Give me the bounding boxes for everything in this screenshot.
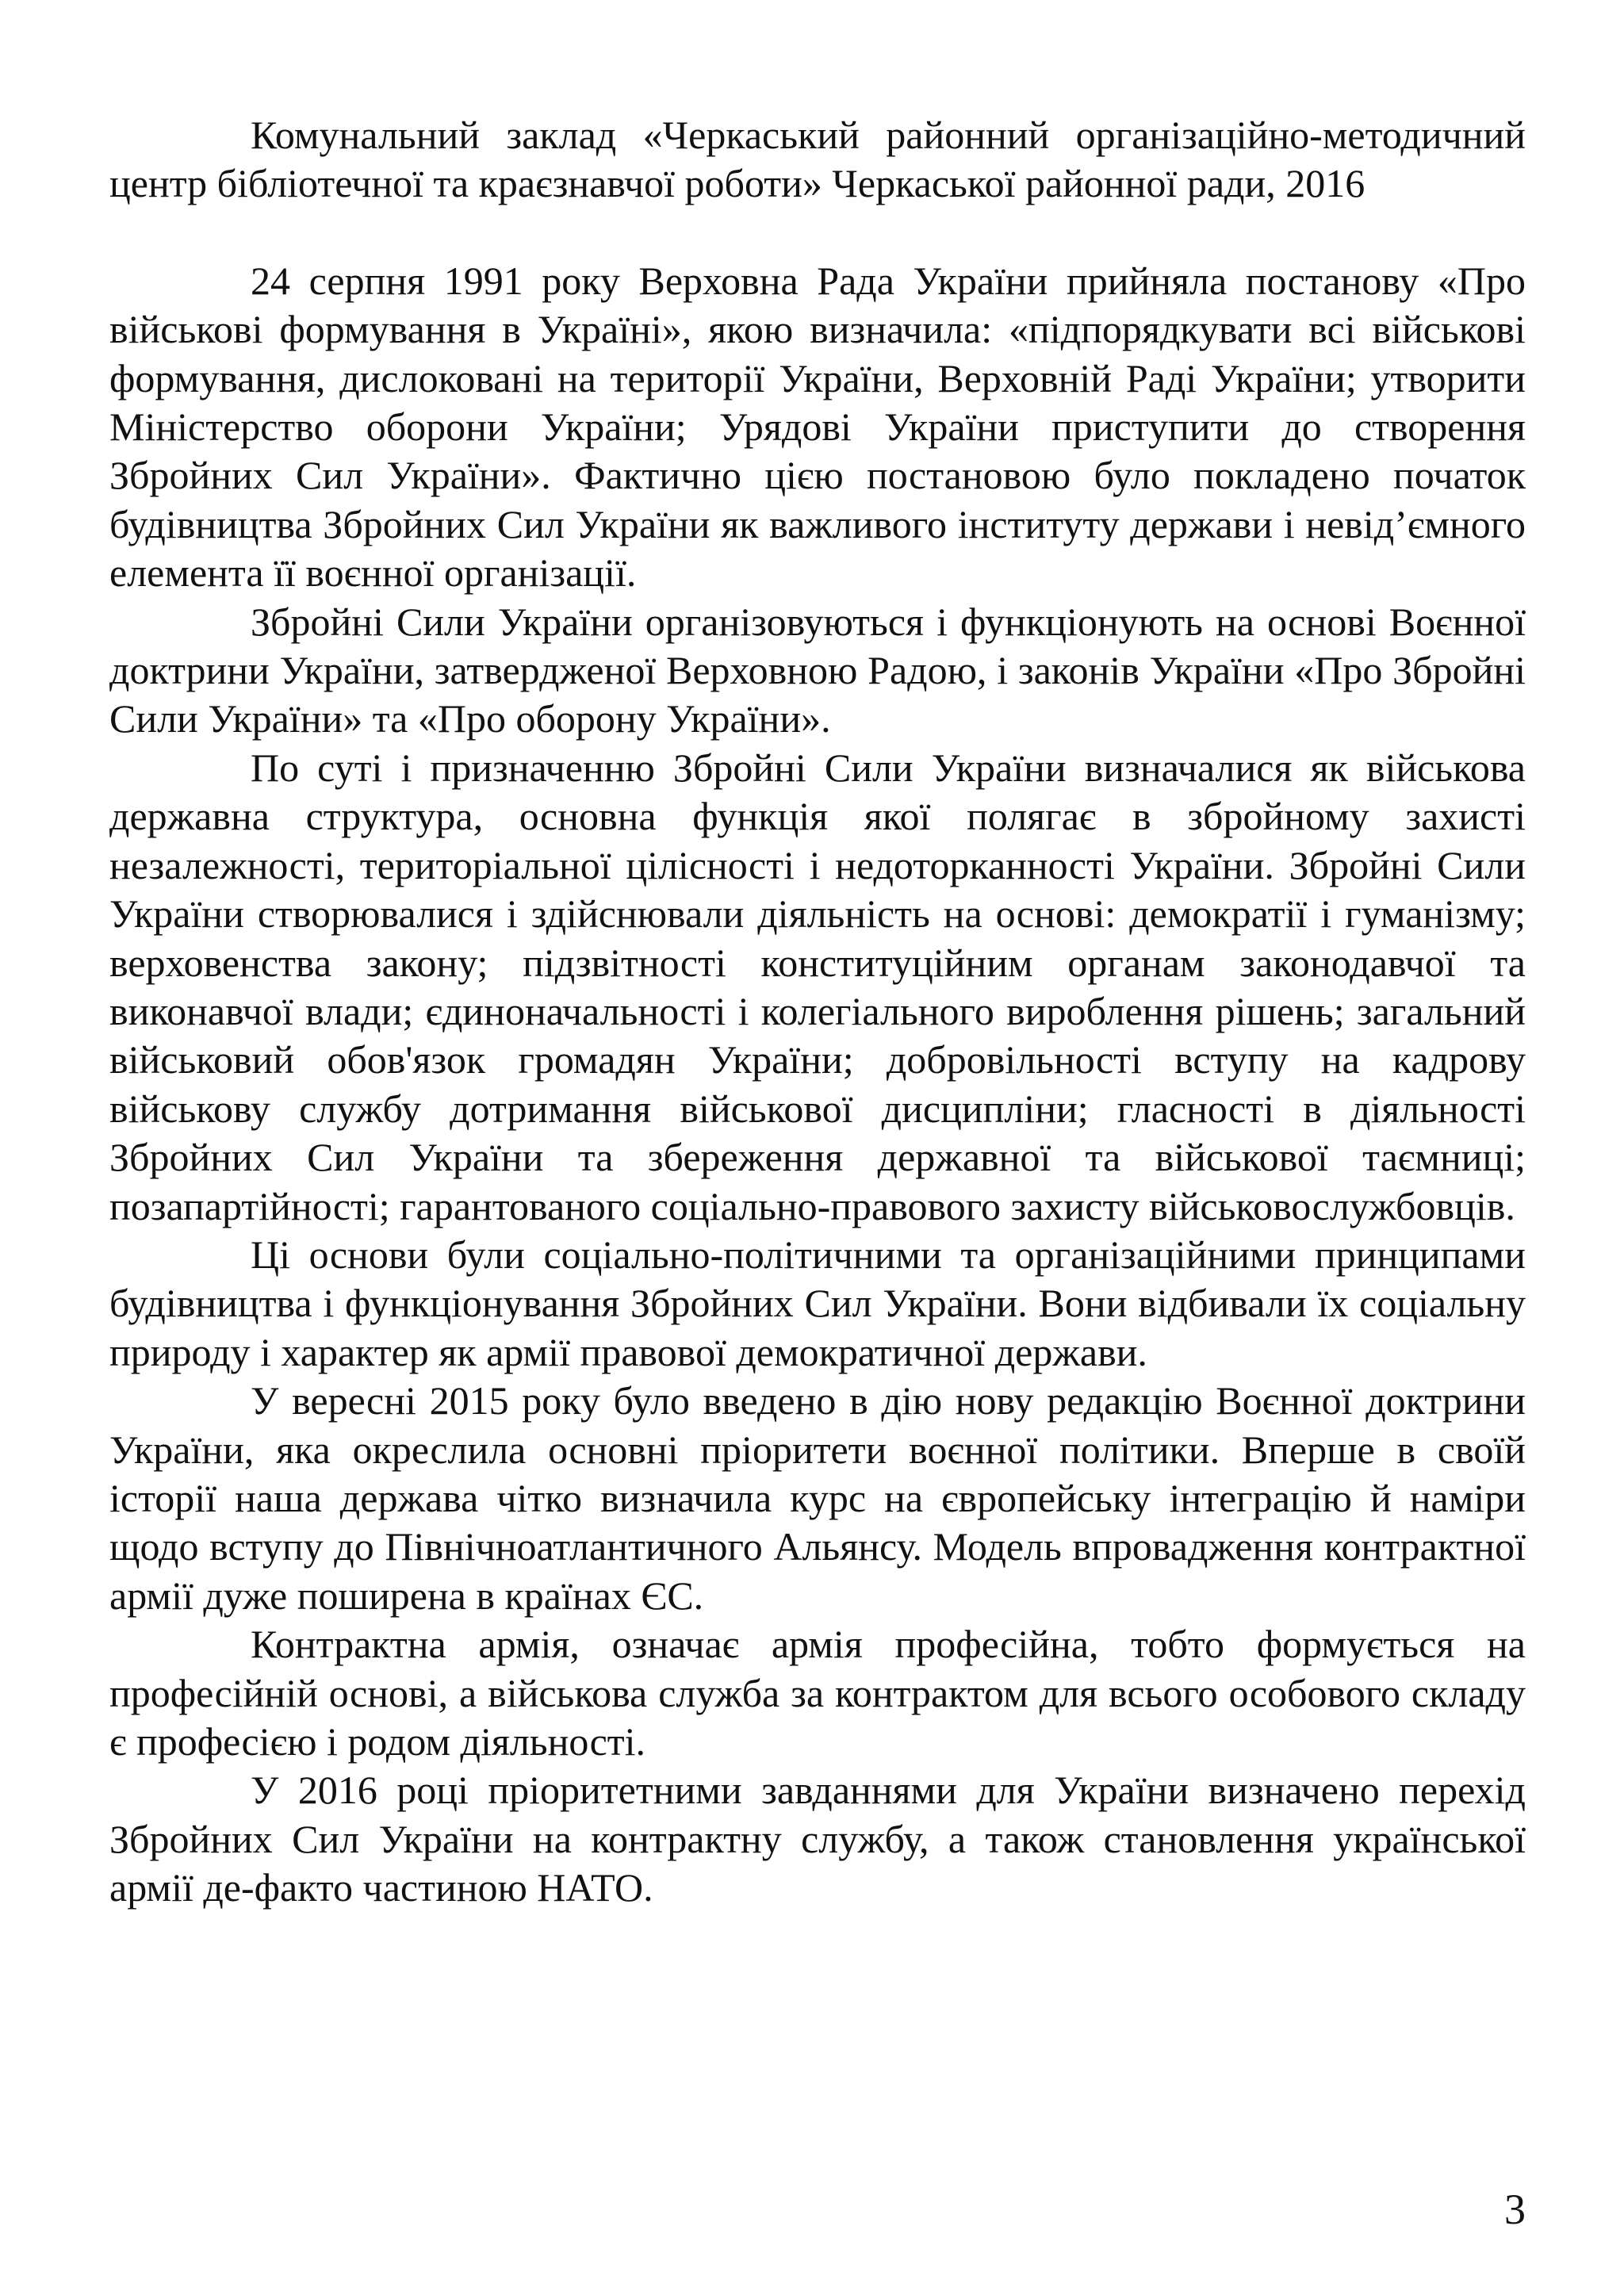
header-paragraph: Комунальний заклад «Черкаський районний організаційно-методичний центр бібліотечної та краєзнавчої роботи» Черкаської районної ради, 2016 [109, 113, 1526, 206]
body-paragraph-doctrine-2015: У вересні 2015 року було введено в дію нову редакцію Воєнної доктрини України, яка окреслила основні пріоритети воєнної політики. Вперше в своїй історії наша держава чітко визначила курс на європейську інтеграцію й наміри щодо вступу до Північноатлантичного Альянсу. Модель впровадження контрактної армії дуже поширена в країнах ЄС. [109, 1378, 1526, 1618]
document-body [109, 111, 1526, 1913]
body-paragraph-purpose: По суті і призначенню Збройні Сили України визначалися як військова державна структура, основна функція якої полягає в збройному захисті незалежності, територіальної цілісності і недоторканності України. Збройні Сили України створювалися і здійснювали діяльність на основі: демократії і гуманізму; верховенства закону; підзвітності конституційним органам законодавчої та виконавчої влади; єдиноначальності і колегіального вироблення рішень; загальний військовий обов'язок громадян України; добровільності вступу на кадрову військову службу дотримання військової дисципліни; гласності в діяльності Збройних Сил України та збереження державної та військової таємниці; позапартійності; гарантованого соціально-правового захисту військовослужбовців. [109, 745, 1526, 1228]
body-paragraph-principles: Ці основи були соціально-політичними та організаційними принципами будівництва і функціонування Збройних Сил України. Вони відбивали їх соціальну природу і характер як армії правової демократичної держави. [109, 1232, 1526, 1374]
body-paragraph-military-doctrine: Збройні Сили України організовуються і функціонують на основі Воєнної доктрини України, затвердженої Верховною Радою, і законів України «Про Збройні Сили України» та «Про оборону України». [109, 599, 1526, 741]
paragraph-spacer [109, 209, 1526, 257]
body-paragraph-contract-army: Контрактна армія, означає армія професійна, тобто формується на професійній основі, а військова служба за контрактом для всього особового складу є професією і родом діяльності. [109, 1622, 1526, 1764]
body-paragraph-resolution: 24 серпня 1991 року Верховна Рада України прийняла постанову «Про військові формування в Україні», якою визначила: «підпорядкувати всі військові формування, дислоковані на території України, Верховній Раді України; утворити Міністерство оборони України; Урядові України приступити до створення Збройних Сил України». Фактично цією постановою було покладено початок будівництва Збройних Сил України як важливого інституту держави і невід’ємного елемента її воєнної організації. [109, 258, 1526, 596]
page-number: 3 [1504, 2186, 1526, 2233]
body-paragraph-2016-priorities: У 2016 році пріоритетними завданнями для України визначено перехід Збройних Сил України на контрактну службу, а також становлення української армії де-факто частиною НАТО. [109, 1768, 1526, 1910]
